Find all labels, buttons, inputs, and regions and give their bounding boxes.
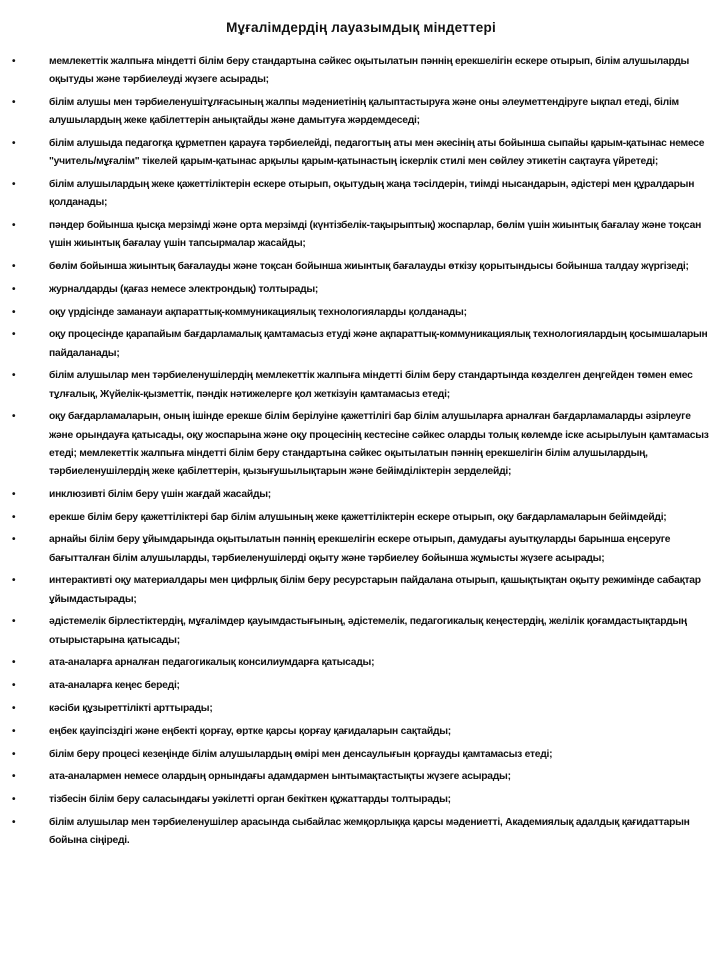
bullet-icon: •	[12, 725, 16, 737]
list-item-text: әдістемелік бірлестіктердің, мұғалімдер қауымдастығының, әдістемелік, педагогикалық кеңестердің, желілік қоғамдастықтардың отырыстарына қатысады;	[49, 616, 687, 646]
list-item	[12, 135, 710, 171]
list-item-text: ерекше білім беру қажеттіліктері бар білім алушының жеке қажеттіліктерін ескере отырып, оқу бағдарламаларын бейімдейді;	[49, 511, 667, 523]
bullet-icon: •	[12, 283, 16, 295]
bullet-icon: •	[12, 411, 16, 423]
bullet-icon: •	[12, 261, 16, 272]
list-item	[12, 531, 710, 567]
list-item-text: арнайы білім беру ұйымдарында оқытылатын пәннің ерекшелігін ескере отырып, дамудағы ауытқуларды барынша еңсеруге бағытталған білім алушыларды, тәрбиеленушілерді оқыту және тәрбиелеу бойынша жұмысты жүзеге асырады;	[49, 534, 671, 564]
list-item	[12, 258, 710, 276]
list-item	[12, 281, 710, 299]
list-item-text: интерактивті оқу материалдары мен цифрлық білім беру ресурстарын пайдалана отырып, қашықтықтан оқыту режимінде сабақтар ұйымдастырады;	[49, 575, 701, 605]
list-item-text: білім алушылар мен тәрбиеленушілер арасында сыбайлас жемқорлыққа қарсы мәдениетті, Академиялық адалдық қағидаттарын бойына сіңіреді.	[49, 816, 690, 847]
list-item	[12, 408, 710, 481]
list-item-text: пәндер бойынша қысқа мерзімді және орта мерзімді (күнтізбелік-тақырыптық) жоспарлар, бөлім үшін жиынтық бағалау және тоқсан үшін жиынтық бағалау үшін тапсырмалар жасайды;	[49, 220, 702, 250]
list-item	[12, 326, 710, 362]
bullet-icon: •	[12, 771, 16, 783]
list-item	[12, 367, 710, 403]
list-item	[12, 677, 710, 695]
page-title: Мұғалімдердің лауазымдық міндеттері	[226, 20, 496, 35]
list-item-text: мемлекеттік жалпыға міндетті білім беру стандартына сәйкес оқытылатын пәннің ерекшелігін ескере отырып, білім алушыларды оқытуды және тәрбиелеуді жүзеге асырады;	[49, 56, 690, 86]
list-item-text: ата-аналармен немесе олардың орнындағы адамдармен ынтымақтастықты жүзеге асырады;	[49, 771, 511, 783]
list-item-text: білім алушы мен тәрбиеленушітұлғасының жалпы мәдениетінің қалыптастыруға және оны әлеуметтендіруге ықпал етеді, білім алушылардың жеке қабілеттерін анықтайды және дамытуға жәрдемдеседі;	[49, 97, 679, 127]
bullet-icon: •	[12, 748, 16, 760]
bullet-icon: •	[12, 511, 16, 523]
list-item-text: білім алушыда педагогқа құрметпен қарауға тәрбиелейді, педагогтың аты мен әкесінің аты бойынша сыпайы қарым-қатынас немесе "учитель/мұғалім" тікелей қарым-қатынас арқылы қарым-қатынастың іскерлік стилі мен сөйлеу этикетін сақтауға үйретеді;	[49, 138, 705, 168]
list-item	[12, 509, 710, 527]
bullet-icon: •	[12, 616, 16, 628]
list-item	[12, 723, 710, 741]
bullet-icon: •	[12, 575, 16, 587]
list-item-text: ата-аналарға кеңес береді;	[49, 680, 180, 692]
bullet-icon: •	[12, 680, 16, 692]
list-item	[12, 94, 710, 130]
list-item-text: бөлім бойынша жиынтық бағалауды және тоқсан бойынша жиынтық бағалауды өткізу қорытындысы бойынша талдау жүргізеді;	[49, 261, 689, 272]
list-item	[12, 746, 710, 764]
bullet-icon: •	[12, 794, 16, 806]
list-item-text: білім беру процесі кезеңінде білім алушылардың өмірі мен денсаулығын қорғауды қамтамасыз етеді;	[49, 748, 553, 760]
list-item-text: ата-аналарға арналған педагогикалық консилиумдарға қатысады;	[49, 657, 375, 669]
list-item-text: тізбесін білім беру саласындағы уәкілетті орган бекіткен құжаттарды толтырады;	[49, 794, 451, 806]
list-item-text: оқу процесінде қарапайым бағдарламалық қамтамасыз етуді және ақпараттық-коммуникациялық технологиялардың қосымшаларын пайдаланады;	[49, 329, 708, 359]
list-item	[12, 304, 710, 322]
list-item	[12, 768, 710, 786]
bullet-icon: •	[12, 306, 16, 318]
list-item-text: білім алушылардың жеке қажеттіліктерін ескере отырып, оқытудың жаңа тәсілдерін, тиімді нысандарын, әдістері мен құралдарын қолданады;	[49, 179, 695, 209]
bullet-icon: •	[12, 179, 16, 190]
bullet-icon: •	[12, 56, 16, 67]
list-item-text: оқу бағдарламаларын, оның ішінде ерекше білім берілуіне қажеттілігі бар білім алушыларға арналған бағдарламаларды әзірлеуге және орындауға қатысады, оқу жоспарына және оқу процесінің кестесіне сәйкес оларды толық көлемде іске асырылуын қамтамасыз етеді; мемлекеттік жалпыға міндетті білім беру стандартына сәйкес оқытылатын пәннің ерекшелігін білім алушылардың, тәрбиеленушілердің жеке қабілеттерін, қызығушылықтарын және бейімділіктерін зерделейді;	[49, 411, 709, 477]
list-item-text: еңбек қауіпсіздігі және еңбекті қорғау, өртке қарсы қорғау қағидаларын сақтайды;	[49, 725, 451, 737]
list-item-text: білім алушылар мен тәрбиеленушілердің мемлекеттік жалпыға міндетті білім беру стандартында көзделген деңгейден төмен емес тұлғалық, Жүйелік-қызметтік, пәндік нәтижелерге қол жеткізуін қамтамасыз етеді;	[49, 370, 693, 400]
duties-list	[12, 53, 710, 850]
bullet-icon: •	[12, 657, 16, 669]
list-item-text: журналдарды (қағаз немесе электрондық) толтырады;	[49, 283, 319, 295]
bullet-icon: •	[12, 816, 16, 828]
list-item-text: оқу үрдісінде заманауи ақпараттық-коммуникациялық технологияларды қолданады;	[49, 306, 467, 318]
bullet-icon: •	[12, 97, 16, 108]
list-item	[12, 613, 710, 649]
list-item	[12, 814, 710, 850]
bullet-icon: •	[12, 138, 16, 149]
list-item	[12, 700, 710, 718]
list-item	[12, 53, 710, 89]
list-item	[12, 654, 710, 672]
list-item-text: кәсіби құзыреттілікті арттырады;	[49, 702, 213, 714]
list-item	[12, 486, 710, 504]
bullet-icon: •	[12, 220, 16, 231]
list-item	[12, 217, 710, 253]
list-item	[12, 791, 710, 809]
bullet-icon: •	[12, 488, 16, 500]
list-item	[12, 572, 710, 608]
bullet-icon: •	[12, 702, 16, 714]
bullet-icon: •	[12, 370, 16, 382]
list-item-text: инклюзивті білім беру үшін жағдай жасайды;	[49, 488, 271, 500]
list-item	[12, 176, 710, 212]
bullet-icon: •	[12, 329, 16, 341]
bullet-icon: •	[12, 534, 16, 546]
